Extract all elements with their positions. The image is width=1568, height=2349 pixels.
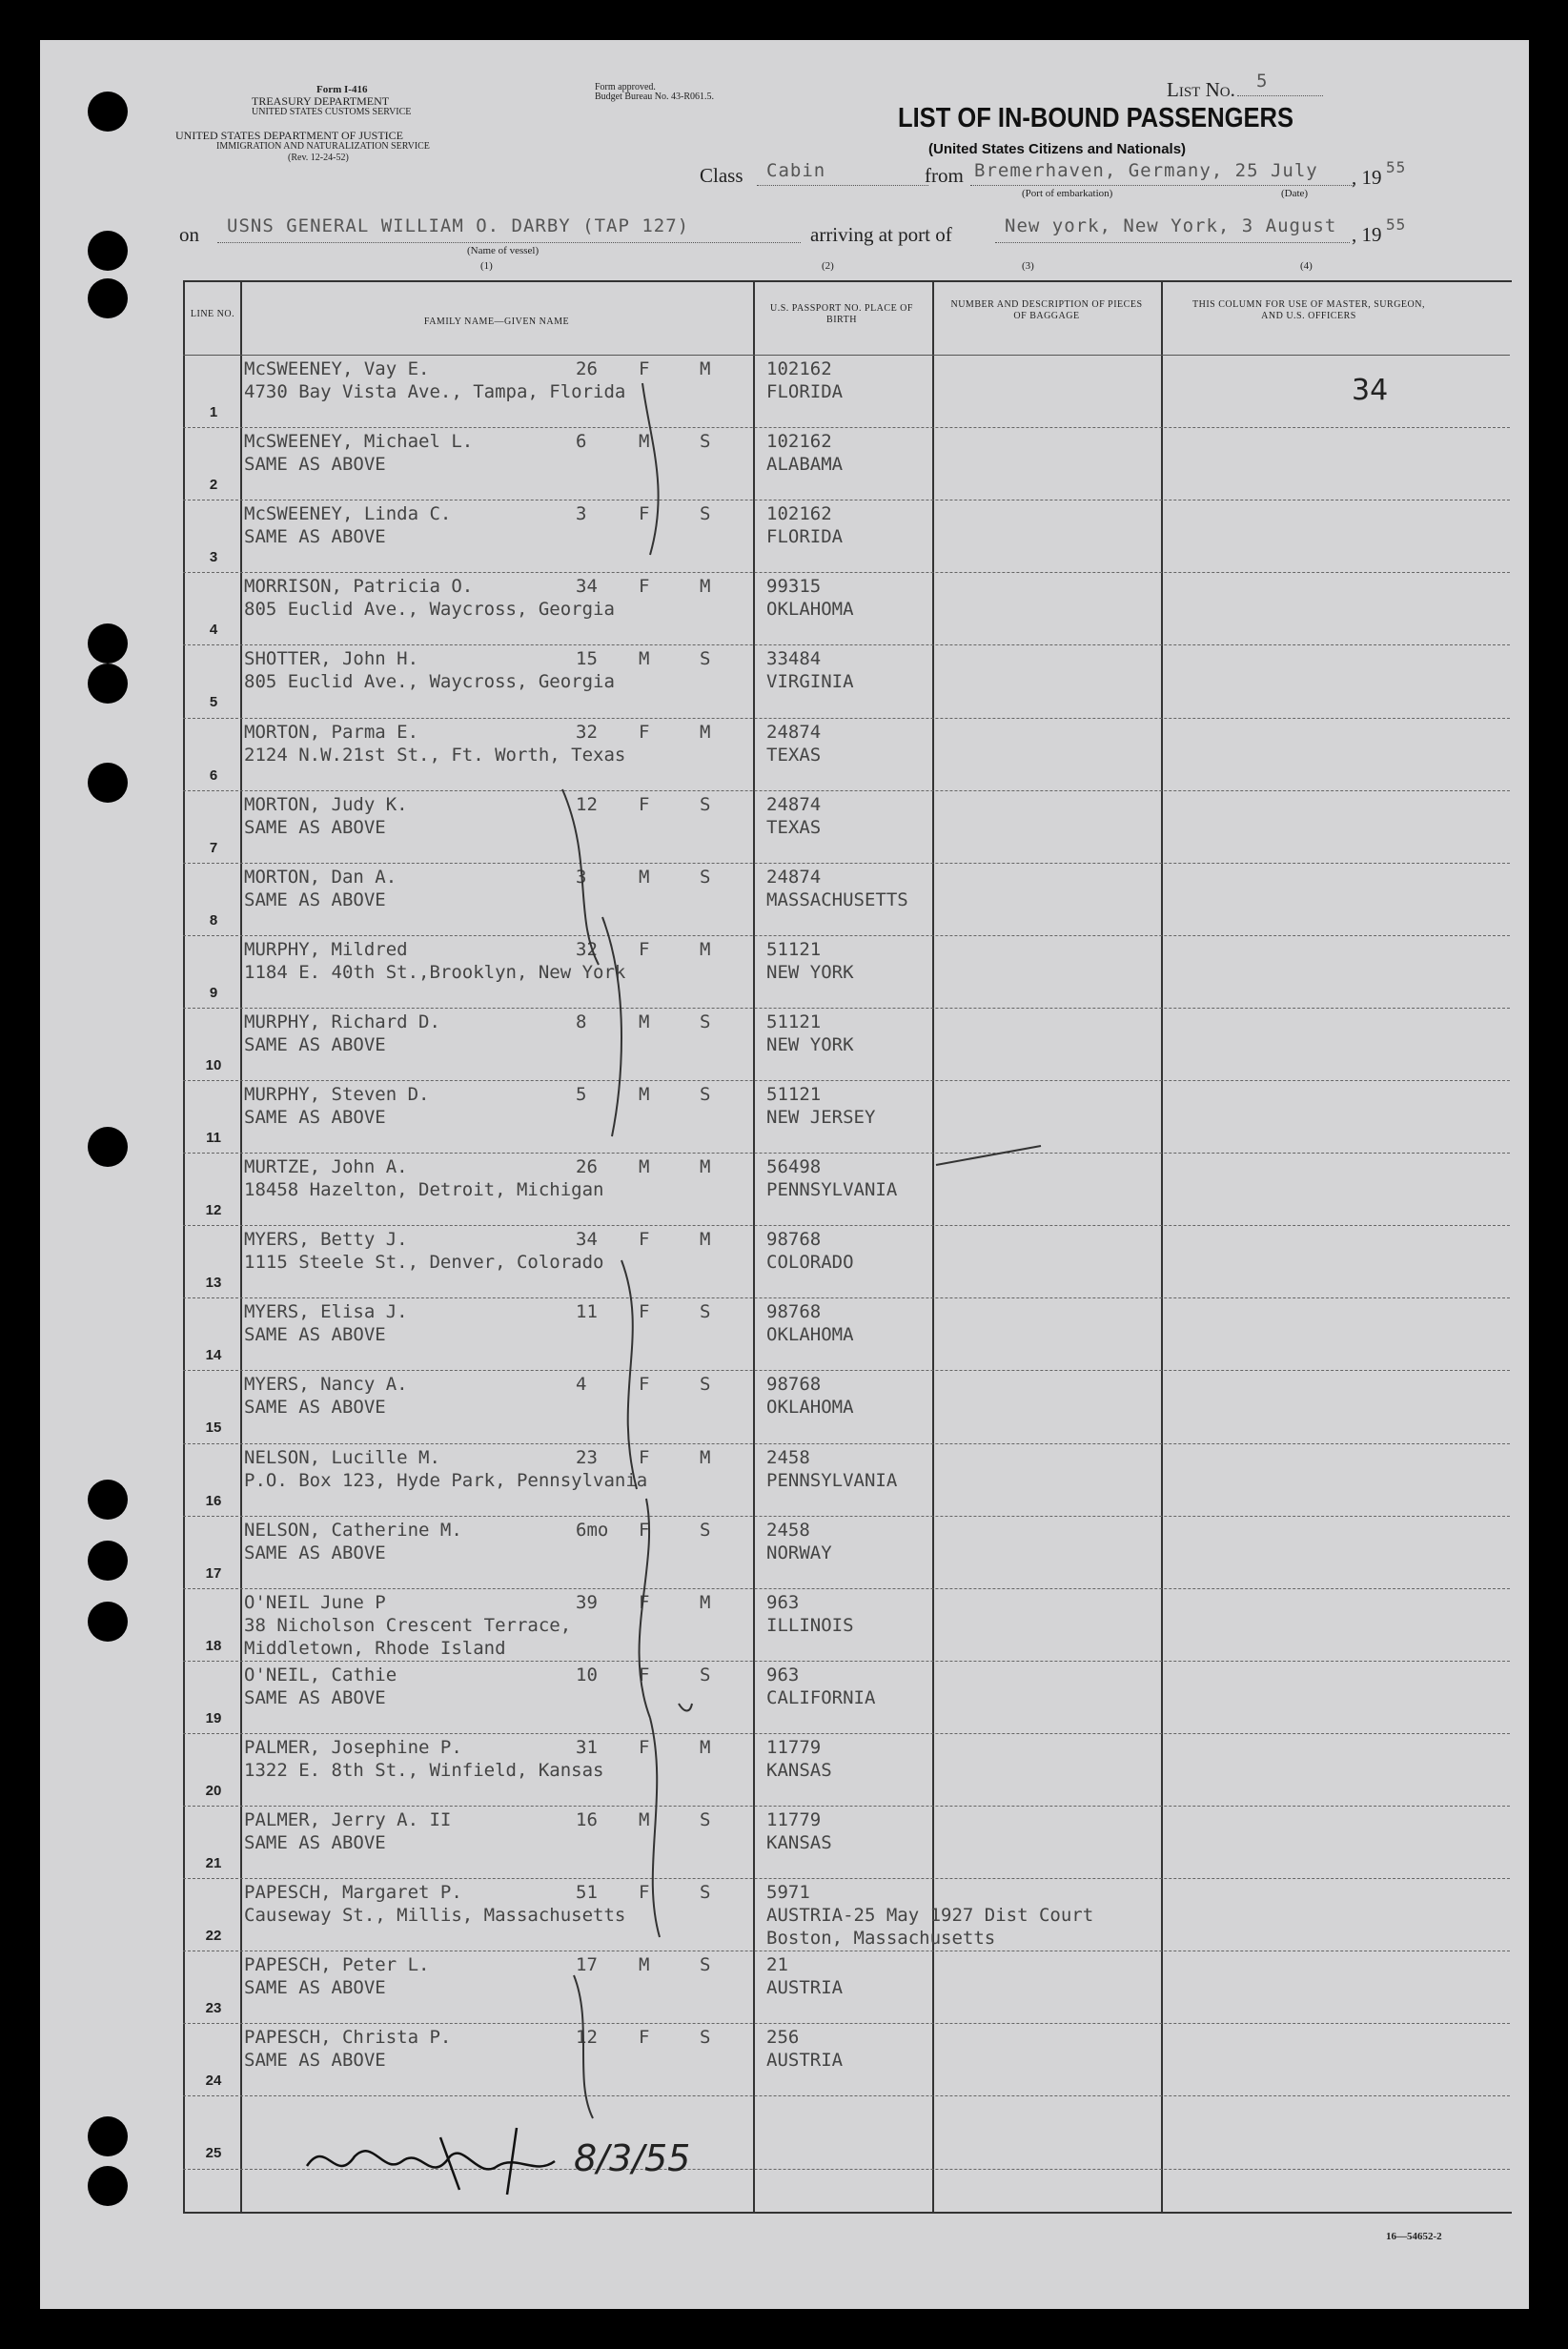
passenger-name: MURPHY, Richard D. — [244, 1011, 440, 1032]
col-marker-2: (2) — [822, 260, 834, 272]
passenger-address: SAME AS ABOVE — [244, 526, 386, 548]
place-of-birth: COLORADO — [766, 1252, 854, 1274]
col-marker-1: (1) — [480, 260, 493, 272]
passport-number: 98768 — [766, 1229, 822, 1251]
passenger-sex: F — [639, 1736, 650, 1758]
passenger-name: NELSON, Catherine M. — [244, 1519, 462, 1541]
passenger-address: 38 Nicholson Crescent Terrace, — [244, 1614, 572, 1636]
passenger-name: PAPESCH, Peter L. — [244, 1954, 430, 1976]
year-value-2: 55 — [1386, 215, 1407, 234]
page-title: LIST OF IN-BOUND PASSENGERS — [898, 103, 1293, 133]
passenger-address: SAME AS ABOVE — [244, 1324, 386, 1346]
passenger-name: MORTON, Dan A. — [244, 866, 397, 888]
passenger-age: 26 — [576, 1156, 598, 1178]
passenger-name: MURPHY, Steven D. — [244, 1084, 430, 1105]
passenger-address: Causeway St., Millis, Massachusetts — [244, 1905, 626, 1927]
list-no-value: 5 — [1256, 71, 1269, 92]
passenger-name: O'NEIL June P — [244, 1591, 386, 1613]
dept-customs: UNITED STATES CUSTOMS SERVICE — [252, 107, 412, 117]
passenger-age: 26 — [576, 358, 598, 379]
passenger-age: 16 — [576, 1809, 598, 1830]
passport-number: 102162 — [766, 431, 832, 453]
header-name: FAMILY NAME—GIVEN NAME — [423, 317, 570, 327]
place-of-birth-2: Boston, Massachusetts — [766, 1928, 996, 1950]
row-line-number: 2 — [209, 477, 218, 494]
header-passport: U.S. PASSPORT NO. PLACE OF BIRTH — [770, 303, 913, 325]
place-of-birth: CALIFORNIA — [766, 1686, 876, 1708]
passenger-sex: F — [639, 1882, 650, 1904]
passenger-marital: M — [700, 1736, 711, 1758]
passport-number: 51121 — [766, 1011, 822, 1032]
passenger-marital: S — [700, 1519, 711, 1541]
place-of-birth: PENNSYLVANIA — [766, 1469, 898, 1491]
passenger-name: MYERS, Nancy A. — [244, 1374, 408, 1396]
passenger-age: 5 — [576, 1084, 587, 1105]
passenger-sex: F — [639, 576, 650, 598]
passenger-address: 1115 Steele St., Denver, Colorado — [244, 1252, 604, 1274]
place-of-birth: NEW YORK — [766, 961, 854, 983]
place-of-birth: TEXAS — [766, 744, 822, 766]
year-prefix-2: , 19 — [1352, 223, 1382, 246]
from-value: Bremerhaven, Germany, 25 July — [974, 160, 1318, 181]
passenger-address: 805 Euclid Ave., Waycross, Georgia — [244, 671, 615, 693]
passport-number: 33484 — [766, 648, 822, 670]
place-of-birth: ALABAMA — [766, 454, 844, 476]
row-line-number: 19 — [205, 1709, 222, 1726]
passport-number: 98768 — [766, 1374, 822, 1396]
row-line-number: 18 — [205, 1637, 222, 1654]
place-of-birth: AUSTRIA — [766, 2050, 844, 2072]
passenger-age: 12 — [576, 793, 598, 815]
passenger-address: 805 Euclid Ave., Waycross, Georgia — [244, 599, 615, 621]
passenger-name: MURTZE, John A. — [244, 1156, 408, 1178]
place-of-birth: AUSTRIA-25 May 1927 Dist Court — [766, 1905, 1094, 1927]
place-of-birth: NEW YORK — [766, 1033, 854, 1055]
passenger-address: 18458 Hazelton, Detroit, Michigan — [244, 1179, 604, 1201]
passenger-name: MORTON, Parma E. — [244, 721, 419, 743]
row-line-number: 11 — [206, 1130, 221, 1146]
passenger-name: MYERS, Elisa J. — [244, 1301, 408, 1323]
row-line-number: 8 — [209, 911, 218, 929]
passport-number: 99315 — [766, 576, 822, 598]
passenger-age: 34 — [576, 576, 598, 598]
vessel-caption: (Name of vessel) — [467, 245, 540, 256]
row-line-number: 7 — [209, 839, 218, 856]
passenger-age: 3 — [576, 866, 587, 888]
form-revision: (Rev. 12-24-52) — [288, 153, 349, 163]
place-of-birth: FLORIDA — [766, 526, 844, 548]
dept-treasury: TREASURY DEPARTMENT — [252, 94, 390, 108]
passenger-marital: M — [700, 1156, 711, 1178]
passenger-address: SAME AS ABOVE — [244, 1832, 386, 1853]
passenger-address: SAME AS ABOVE — [244, 454, 386, 476]
passenger-marital: M — [700, 1591, 711, 1613]
passenger-sex: F — [639, 793, 650, 815]
passenger-sex: F — [639, 938, 650, 960]
passenger-sex: F — [639, 2027, 650, 2049]
passenger-sex: M — [639, 1084, 650, 1105]
row-line-number: 3 — [209, 549, 218, 566]
footer-code: 16—54652-2 — [1386, 2231, 1442, 2242]
passenger-age: 6mo — [576, 1519, 609, 1541]
annotation-marks — [40, 40, 1529, 2309]
passenger-address: SAME AS ABOVE — [244, 1542, 386, 1563]
passenger-sex: M — [639, 1156, 650, 1178]
passenger-name: SHOTTER, John H. — [244, 648, 419, 670]
place-of-birth: KANSAS — [766, 1832, 832, 1853]
passenger-age: 8 — [576, 1011, 587, 1032]
passenger-sex: F — [639, 1374, 650, 1396]
passenger-age: 4 — [576, 1374, 587, 1396]
header-baggage: NUMBER AND DESCRIPTION OF PIECES OF BAGGAGE — [950, 299, 1143, 321]
passenger-name: McSWEENEY, Vay E. — [244, 358, 430, 379]
place-of-birth: OKLAHOMA — [766, 1397, 854, 1419]
passenger-sex: M — [639, 1809, 650, 1830]
passenger-age: 32 — [576, 721, 598, 743]
passenger-sex: F — [639, 358, 650, 379]
row-line-number: 14 — [205, 1347, 222, 1364]
row-line-number: 9 — [209, 984, 218, 1001]
passport-number: 51121 — [766, 1084, 822, 1105]
passenger-age: 51 — [576, 1882, 598, 1904]
place-of-birth: PENNSYLVANIA — [766, 1179, 898, 1201]
passenger-address-2: Middletown, Rhode Island — [244, 1637, 506, 1659]
passenger-address: 1184 E. 40th St.,Brooklyn, New York — [244, 961, 626, 983]
passenger-marital: S — [700, 793, 711, 815]
passenger-name: PAPESCH, Christa P. — [244, 2027, 452, 2049]
row-line-number: 4 — [209, 622, 218, 639]
passenger-sex: M — [639, 431, 650, 453]
passenger-name: MORTON, Judy K. — [244, 793, 408, 815]
passenger-age: 3 — [576, 503, 587, 525]
passenger-name: McSWEENEY, Michael L. — [244, 431, 474, 453]
passenger-marital: S — [700, 1301, 711, 1323]
passport-number: 2458 — [766, 1519, 810, 1541]
passenger-address: SAME AS ABOVE — [244, 2050, 386, 2072]
place-of-birth: NEW JERSEY — [766, 1107, 876, 1128]
passenger-name: PALMER, Josephine P. — [244, 1736, 462, 1758]
passenger-marital: S — [700, 1011, 711, 1032]
passenger-address: SAME AS ABOVE — [244, 1686, 386, 1708]
passenger-address: 4730 Bay Vista Ave., Tampa, Florida — [244, 381, 626, 402]
passenger-name: NELSON, Lucille M. — [244, 1446, 440, 1468]
passenger-marital: M — [700, 721, 711, 743]
passenger-age: 6 — [576, 431, 587, 453]
dept-justice: UNITED STATES DEPARTMENT OF JUSTICE — [175, 129, 404, 142]
signature-date: 8/3/55 — [574, 2137, 691, 2179]
row-line-number: 6 — [209, 766, 218, 784]
passenger-name: PAPESCH, Margaret P. — [244, 1882, 462, 1904]
passenger-marital: S — [700, 1954, 711, 1976]
passenger-address: SAME AS ABOVE — [244, 889, 386, 910]
header-officers: THIS COLUMN FOR USE OF MASTER, SURGEON, AND U.S. OFFICERS — [1192, 299, 1425, 321]
passport-number: 5971 — [766, 1882, 810, 1904]
passenger-marital: S — [700, 648, 711, 670]
date-caption: (Date) — [1281, 188, 1309, 199]
passport-number: 11779 — [766, 1736, 822, 1758]
passport-number: 21 — [766, 1954, 788, 1976]
port-embark-caption: (Port of embarkation) — [1022, 188, 1113, 199]
row-line-number: 10 — [205, 1056, 222, 1073]
passenger-marital: M — [700, 1446, 711, 1468]
passenger-marital: M — [700, 938, 711, 960]
passenger-marital: S — [700, 1084, 711, 1105]
passenger-sex: F — [639, 1229, 650, 1251]
passenger-marital: M — [700, 358, 711, 379]
passenger-address: SAME AS ABOVE — [244, 1397, 386, 1419]
passenger-address: P.O. Box 123, Hyde Park, Pennsylvania — [244, 1469, 648, 1491]
passenger-name: MURPHY, Mildred — [244, 938, 408, 960]
header-line-no: LINE NO. — [190, 309, 235, 319]
row-line-number: 15 — [205, 1420, 222, 1437]
passenger-marital: M — [700, 576, 711, 598]
passenger-age: 31 — [576, 1736, 598, 1758]
budget-bureau: Budget Bureau No. 43-R061.5. — [595, 92, 714, 102]
passenger-age: 39 — [576, 1591, 598, 1613]
passenger-age: 32 — [576, 938, 598, 960]
on-label: on — [179, 223, 199, 246]
passenger-marital: M — [700, 1229, 711, 1251]
passenger-name: MORRISON, Patricia O. — [244, 576, 474, 598]
year-prefix-1: , 19 — [1352, 166, 1382, 189]
passenger-marital: S — [700, 503, 711, 525]
row-line-number: 20 — [205, 1782, 222, 1799]
passenger-sex: F — [639, 1446, 650, 1468]
row-line-number: 21 — [205, 1855, 222, 1871]
place-of-birth: NORWAY — [766, 1542, 832, 1563]
passenger-marital: S — [700, 2027, 711, 2049]
row-line-number: 16 — [205, 1492, 222, 1509]
passenger-sex: F — [639, 503, 650, 525]
col-marker-3: (3) — [1022, 260, 1034, 272]
passenger-address: SAME AS ABOVE — [244, 1107, 386, 1128]
place-of-birth: AUSTRIA — [766, 1977, 844, 1999]
passport-number: 11779 — [766, 1809, 822, 1830]
passenger-marital: S — [700, 866, 711, 888]
passenger-sex: F — [639, 1519, 650, 1541]
place-of-birth: FLORIDA — [766, 381, 844, 402]
passenger-name: PALMER, Jerry A. II — [244, 1809, 452, 1830]
passport-number: 256 — [766, 2027, 800, 2049]
passport-number: 963 — [766, 1664, 800, 1685]
class-value: Cabin — [766, 160, 826, 181]
row-line-number: 13 — [205, 1275, 222, 1292]
passport-number: 98768 — [766, 1301, 822, 1323]
arrival-port: New york, New York, 3 August — [1005, 215, 1337, 236]
col-marker-4: (4) — [1300, 260, 1313, 272]
row-line-number: 24 — [205, 2073, 222, 2090]
passport-number: 51121 — [766, 938, 822, 960]
place-of-birth: VIRGINIA — [766, 671, 854, 693]
passenger-sex: F — [639, 721, 650, 743]
row-line-number: 1 — [209, 404, 218, 420]
form-sheet — [40, 40, 1529, 2309]
passport-number: 56498 — [766, 1156, 822, 1178]
passenger-age: 10 — [576, 1664, 598, 1685]
passenger-sex: F — [639, 1664, 650, 1685]
passenger-address: SAME AS ABOVE — [244, 1033, 386, 1055]
page-subtitle: (United States Citizens and Nationals) — [928, 141, 1187, 157]
passport-number: 102162 — [766, 358, 832, 379]
arriving-label: arriving at port of — [810, 223, 952, 246]
officer-note: 34 — [1352, 374, 1389, 407]
passport-number: 24874 — [766, 866, 822, 888]
passport-number: 963 — [766, 1591, 800, 1613]
passenger-address: 1322 E. 8th St., Winfield, Kansas — [244, 1759, 604, 1781]
dept-immigration: IMMIGRATION AND NATURALIZATION SERVICE — [216, 141, 430, 152]
passenger-sex: F — [639, 1591, 650, 1613]
passenger-age: 12 — [576, 2027, 598, 2049]
passenger-address: SAME AS ABOVE — [244, 1977, 386, 1999]
passenger-marital: S — [700, 1664, 711, 1685]
passenger-age: 17 — [576, 1954, 598, 1976]
passenger-sex: M — [639, 1954, 650, 1976]
passenger-sex: F — [639, 1301, 650, 1323]
vessel-name: USNS GENERAL WILLIAM O. DARBY (TAP 127) — [227, 215, 690, 236]
passport-number: 24874 — [766, 793, 822, 815]
row-line-number: 25 — [205, 2145, 222, 2162]
passenger-age: 34 — [576, 1229, 598, 1251]
passenger-age: 15 — [576, 648, 598, 670]
list-no-label: List No. — [1167, 78, 1235, 101]
passenger-sex: M — [639, 648, 650, 670]
passenger-age: 23 — [576, 1446, 598, 1468]
passenger-name: McSWEENEY, Linda C. — [244, 503, 452, 525]
passenger-marital: S — [700, 1809, 711, 1830]
place-of-birth: OKLAHOMA — [766, 599, 854, 621]
passport-number: 24874 — [766, 721, 822, 743]
class-label: Class — [700, 164, 743, 187]
year-value-1: 55 — [1386, 158, 1407, 176]
row-line-number: 22 — [205, 1928, 222, 1945]
passenger-marital: S — [700, 431, 711, 453]
passenger-address: SAME AS ABOVE — [244, 816, 386, 838]
passport-number: 2458 — [766, 1446, 810, 1468]
passenger-sex: M — [639, 866, 650, 888]
passenger-address: 2124 N.W.21st St., Ft. Worth, Texas — [244, 744, 626, 766]
place-of-birth: OKLAHOMA — [766, 1324, 854, 1346]
row-line-number: 23 — [205, 2000, 222, 2017]
place-of-birth: TEXAS — [766, 816, 822, 838]
passenger-marital: S — [700, 1374, 711, 1396]
place-of-birth: KANSAS — [766, 1759, 832, 1781]
row-line-number: 5 — [209, 694, 218, 711]
passenger-sex: M — [639, 1011, 650, 1032]
passport-number: 102162 — [766, 503, 832, 525]
place-of-birth: ILLINOIS — [766, 1614, 854, 1636]
row-line-number: 17 — [205, 1564, 222, 1582]
passenger-name: MYERS, Betty J. — [244, 1229, 408, 1251]
form-approved: Form approved. — [595, 82, 656, 92]
passenger-age: 11 — [576, 1301, 598, 1323]
place-of-birth: MASSACHUSETTS — [766, 889, 908, 910]
from-label: from — [925, 164, 964, 187]
form-number: Form I-416 — [316, 84, 368, 95]
row-line-number: 12 — [205, 1202, 222, 1219]
passenger-marital: S — [700, 1882, 711, 1904]
passenger-name: O'NEIL, Cathie — [244, 1664, 397, 1685]
